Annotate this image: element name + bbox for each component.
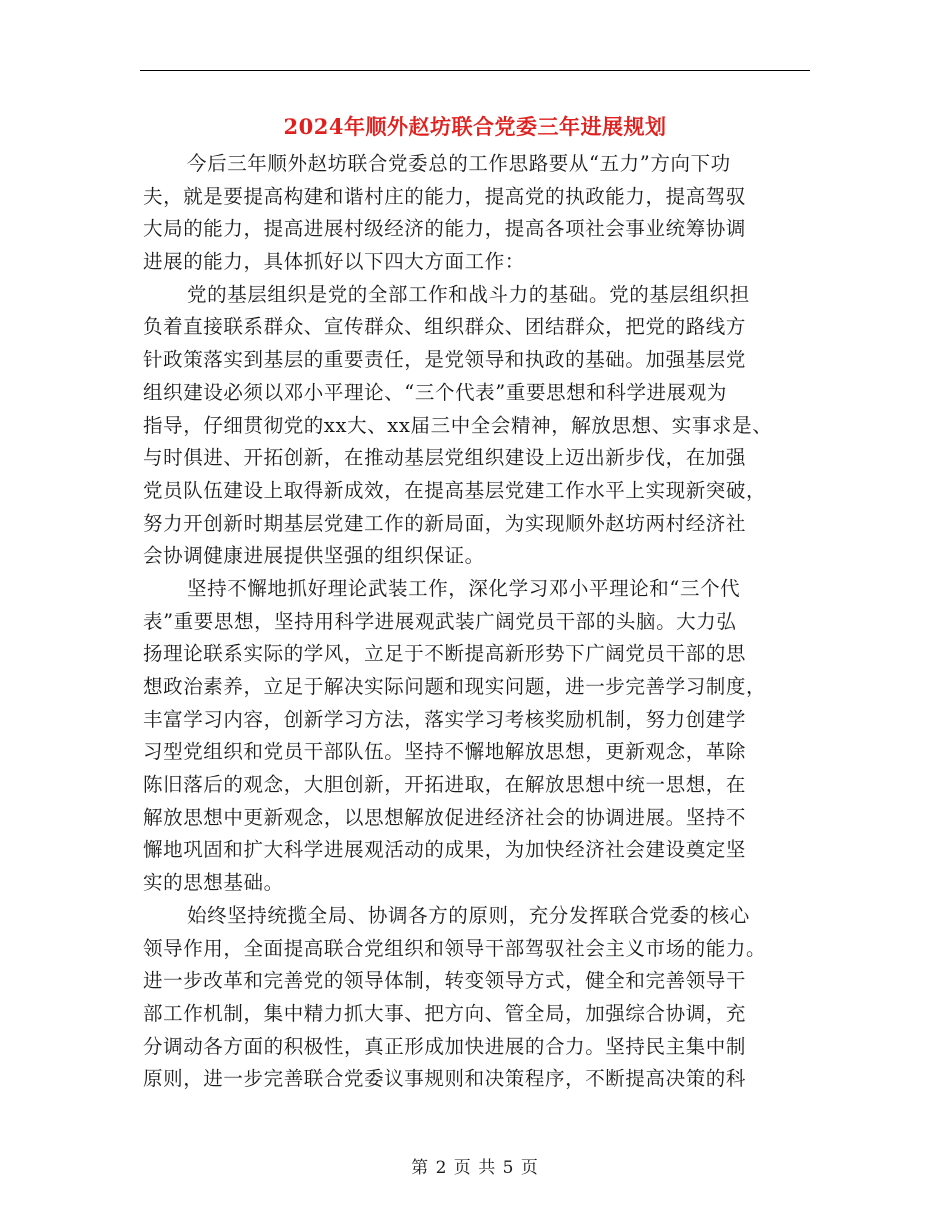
text-line: 懈地巩固和扩大科学进展观活动的成果，为加快经济社会建设奠定坚 xyxy=(143,838,747,862)
text-line: 大局的能力，提高进展村级经济的能力，提高各项社会事业统筹协调 xyxy=(143,217,747,241)
text-line: 习型党组织和党员干部队伍。坚持不懈地解放思想，更新观念，革除 xyxy=(143,740,747,764)
text-line: 扬理论联系实际的学风，立足于不断提高新形势下广阔党员干部的思 xyxy=(143,642,747,666)
text-line: 坚持不懈地抓好理论武装工作，深化学习邓小平理论和“三个代 xyxy=(187,576,741,600)
text-line: 组织建设必须以邓小平理论、“三个代表”重要思想和科学进展观为 xyxy=(143,380,727,404)
page-number-footer: 第 2 页 共 5 页 xyxy=(411,1158,539,1178)
text-line: 今后三年顺外赵坊联合党委总的工作思路要从“五力”方向下功 xyxy=(187,152,731,175)
text-line: 党员队伍建设上取得新成效，在提高基层党建工作水平上实现新突破， xyxy=(143,478,767,502)
document-body xyxy=(143,148,817,1096)
text-line: 解放思想中更新观念，以思想解放促进经济社会的协调进展。坚持不 xyxy=(143,805,747,829)
text-line: 分调动各方面的积极性，真正形成加快进展的合力。坚持民主集中制 xyxy=(143,1034,747,1058)
text-line: 表”重要思想，坚持用科学进展观武装广阔党员干部的头脑。大力弘 xyxy=(143,609,737,633)
text-line: 进展的能力，具体抓好以下四大方面工作： xyxy=(143,250,525,274)
text-line: 想政治素养，立足于解决实际问题和现实问题，进一步完善学习制度， xyxy=(143,675,767,698)
header-rule xyxy=(140,70,810,71)
text-line: 夫，就是要提高构建和谐村庄的能力，提高党的执政能力，提高驾驭 xyxy=(143,184,747,208)
text-line: 始终坚持统揽全局、协调各方的原则，充分发挥联合党委的核心 xyxy=(187,903,750,927)
text-line: 会协调健康进展提供坚强的组织保证。 xyxy=(143,544,485,568)
document-title: 2024年顺外赵坊联合党委三年进展规划 xyxy=(283,114,667,139)
text-line: 进一步改革和完善党的领导体制，转变领导方式，健全和完善领导干 xyxy=(143,969,747,993)
text-line: 丰富学习内容，创新学习方法，落实学习考核奖励机制，努力创建学 xyxy=(143,707,747,731)
text-line: 原则，进一步完善联合党委议事规则和决策程序，不断提高决策的科 xyxy=(143,1067,747,1091)
text-line: 党的基层组织是党的全部工作和战斗力的基础。党的基层组织担 xyxy=(187,282,750,306)
text-line: 领导作用，全面提高联合党组织和领导干部驾驭社会主义市场的能力。 xyxy=(143,936,767,960)
text-line: 指导，仔细贯彻党的xx大、xx届三中全会精神，解放思想、实事求是、 xyxy=(143,413,773,437)
text-line: 实的思想基础。 xyxy=(143,871,284,895)
text-line: 与时俱进、开拓创新，在推动基层党组织建设上迈出新步伐，在加强 xyxy=(143,446,747,470)
text-line: 针政策落实到基层的重要责任，是党领导和执政的基础。加强基层党 xyxy=(143,348,747,372)
text-line: 努力开创新时期基层党建工作的新局面，为实现顺外赵坊两村经济社 xyxy=(143,511,747,535)
text-line: 陈旧落后的观念，大胆创新，开拓进取，在解放思想中统一思想，在 xyxy=(143,773,747,797)
text-line: 负着直接联系群众、宣传群众、组织群众、团结群众，把党的路线方 xyxy=(143,315,747,339)
text-line: 部工作机制，集中精力抓大事、把方向、管全局，加强综合协调，充 xyxy=(143,1001,747,1025)
